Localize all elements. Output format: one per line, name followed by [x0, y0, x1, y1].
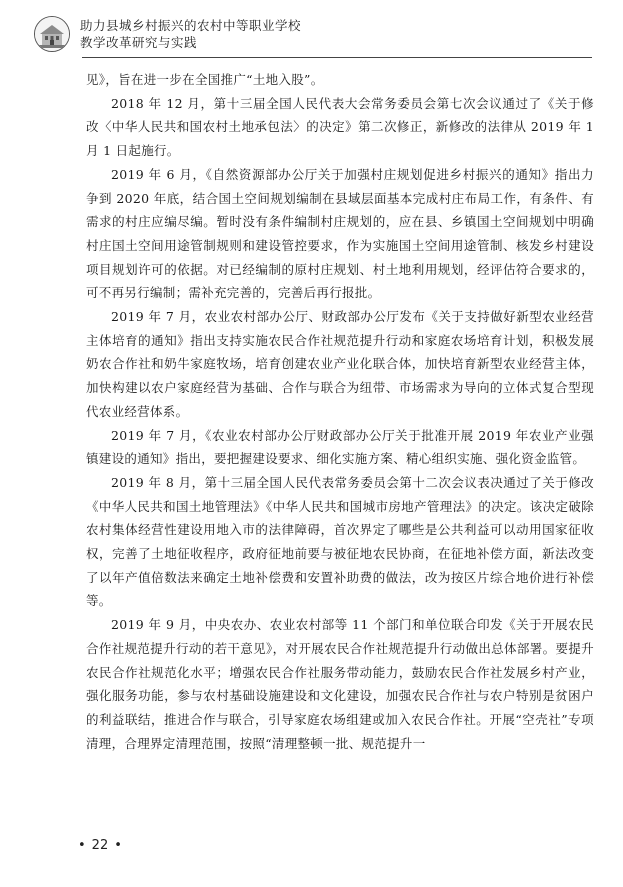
bullet-dot-icon: • [114, 838, 122, 853]
page-number: 22 [91, 838, 109, 853]
bullet-dot-icon: • [78, 838, 86, 853]
school-logo-icon [34, 16, 70, 52]
header-divider [82, 57, 592, 58]
paragraph-continuation: 见》，旨在进一步在全国推广“土地入股”。 [86, 72, 324, 87]
page-footer [72, 838, 128, 853]
body-text [86, 68, 594, 755]
running-header [80, 17, 301, 51]
paragraph: 2019 年 6 月，《自然资源部办公厅关于加强村庄规划促进乡村振兴的通知》指出力争到 2020 年底，结合国土空间规划编制在县域层面基本完成村庄布局工作，有条件、有需求的村庄应编尽编。暂时没有条件编制村庄规划的，应在县、乡镇国土空间规划中明确村庄国土空间用途管制规则和建设管控要求，作为实施国土空间用途管制、核发乡村建设项目规划许可的依据。对已经编制的原村庄规划、村土地利用规划，经评估符合要求的，可不再另行编制；需补充完善的，完善后再行报批。 [86, 166, 594, 301]
running-header-line-2: 教学改革研究与实践 [80, 35, 198, 50]
running-header-line-1: 助力县城乡村振兴的农村中等职业学校 [80, 18, 302, 33]
paragraph: 2019 年 9 月，中央农办、农业农村部等 11 个部门和单位联合印发《关于开展农民合作社规范提升行动的若干意见》，对开展农民合作社规范提升行动做出总体部署。要提升农民合作社规范化水平；增强农民合作社服务带动能力，鼓励农民合作社发展乡村产业，强化服务功能，参与农村基础设施建设和文化建设，加强农民合作社与农户特别是贫困户的利益联结，推进合作与联合，引导家庭农场组建或加入农民合作社。开展“空壳社”专项清理，合理界定清理范围，按照“清理整顿一批、规范提升一 [86, 617, 594, 751]
paragraph: 2019 年 7 月，《农业农村部办公厅财政部办公厅关于批准开展 2019 年农业产业强镇建设的通知》指出，要把握建设要求、细化实施方案、精心组织实施、强化资金监管。 [86, 427, 594, 467]
paragraph: 2018 年 12 月，第十三届全国人民代表大会常务委员会第七次会议通过了《关于修改〈中华人民共和国农村土地承包法〉的决定》第二次修正，新修改的法律从 2019 年 1 月 1 日起施行。 [86, 95, 594, 159]
paragraph: 2019 年 8 月，第十三届全国人民代表常务委员会第十二次会议表决通过了关于修改《中华人民共和国土地管理法》《中华人民共和国城市房地产管理法》的决定。该决定破除农村集体经营性建设用地入市的法律障碍，首次界定了哪些是公共利益可以动用国家征收权，完善了土地征收程序，政府征地前要与被征地农民协商，在征地补偿方面，新法改变了以年产值倍数法来确定土地补偿费和安置补助费的做法，改为按区片综合地价进行补偿等。 [86, 474, 594, 609]
paragraph: 2019 年 7 月，农业农村部办公厅、财政部办公厅发布《关于支持做好新型农业经营主体培育的通知》指出支持实施农民合作社规范提升行动和家庭农场培育计划，积极发展奶农合作社和奶牛家庭牧场，培育创建农业产业化联合体，加快培育新型农业经营主体，加快构建以农户家庭经营为基础、合作与联合为纽带、市场需求为导向的立体式复合型现代农业经营体系。 [86, 309, 594, 419]
page-header [34, 14, 594, 54]
